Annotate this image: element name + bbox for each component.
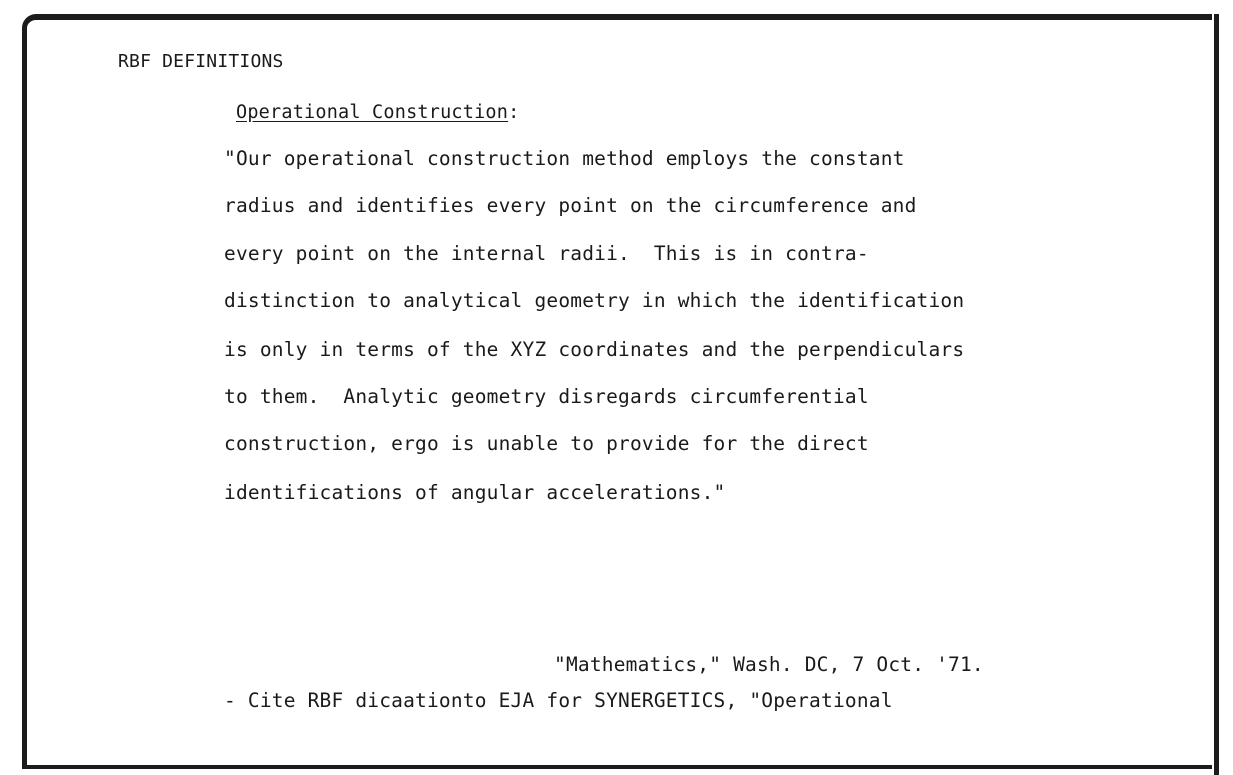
definition-term-text: Operational Construction — [236, 102, 509, 123]
definition-term — [236, 104, 519, 123]
quote-line: to them. Analytic geometry disregards circumferential — [224, 385, 869, 408]
quote-line: "Our operational construction method employs the constant — [224, 147, 905, 170]
quote-line: every point on the internal radii. This is in contra- — [224, 242, 869, 265]
quote-line: construction, ergo is unable to provide for the direct — [224, 432, 869, 455]
cite-note: - Cite RBF dicaationto EJA for SYNERGETICS, "Operational — [224, 689, 893, 712]
quote-line: is only in terms of the XYZ coordinates and the perpendiculars — [224, 338, 965, 361]
card-heading: RBF DEFINITIONS — [118, 51, 284, 72]
source-citation: "Mathematics," Wash. DC, 7 Oct. '71. — [554, 653, 984, 676]
card-right-edge-rule — [1214, 14, 1219, 775]
definition-term-colon: : — [508, 102, 520, 123]
quote-line: distinction to analytical geometry in which the identification — [224, 289, 965, 312]
quote-line: radius and identifies every point on the circumference and — [224, 194, 917, 217]
quote-line: identifications of angular accelerations." — [224, 481, 726, 504]
